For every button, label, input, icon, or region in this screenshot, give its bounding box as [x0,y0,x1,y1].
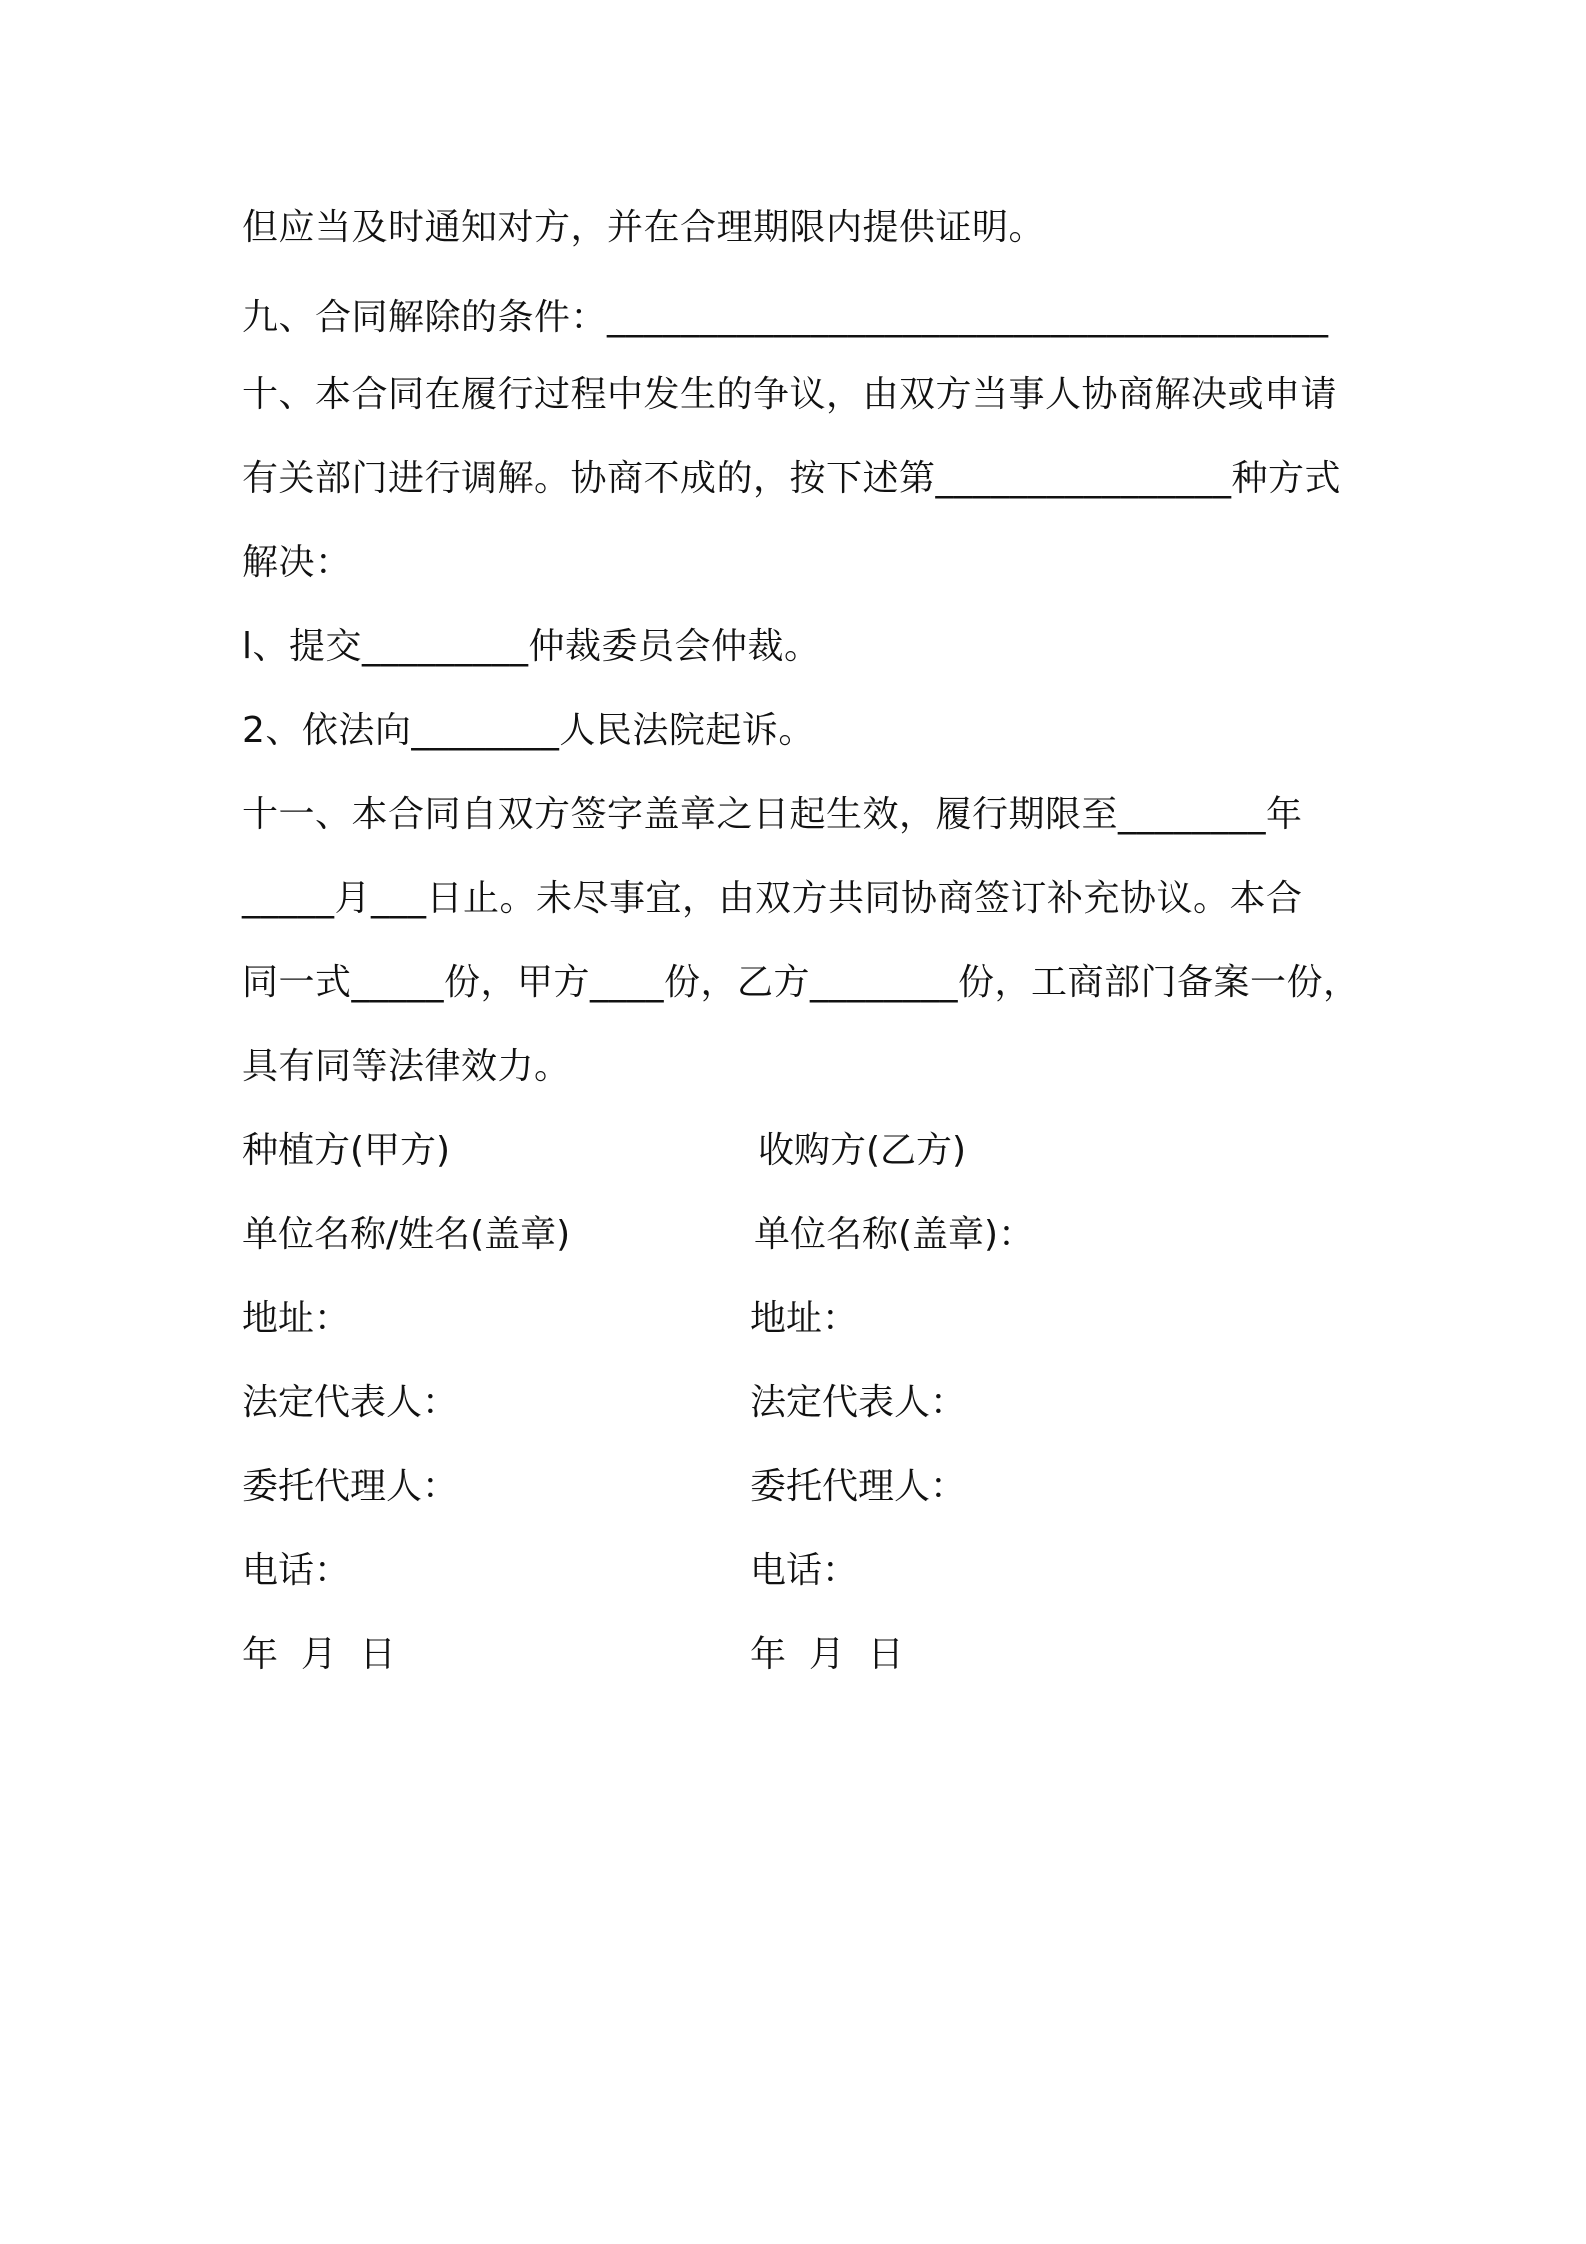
party-a-phone: 电话： [242,1550,351,1591]
party-a-address: 地址： [242,1298,351,1339]
party-b-name-seal: 单位名称(盖章)： [754,1214,1035,1255]
party-a-legal-representative: 法定代表人： [242,1382,459,1423]
party-a-date: 年 月 日 [242,1634,396,1675]
clause-11-line-1: 十一、本合同自双方签字盖章之日起生效，履行期限至________年 [242,794,1303,835]
party-a-name-seal: 单位名称/姓名(盖章) [242,1214,571,1255]
option-2-litigation: 2、依法向________人民法院起诉。 [242,710,815,751]
clause-9-termination-conditions: 九、合同解除的条件：_______________________________________ [242,297,1329,338]
clause-11-line-3: 同一式_____份，甲方____份，乙方________份，工商部门备案一份， [242,962,1360,1003]
clause-10-line-3: 解决： [242,542,352,583]
party-b-agent: 委托代理人： [750,1466,967,1507]
clause-10-line-2: 有关部门进行调解。协商不成的，按下述第________________种方式 [242,458,1342,499]
party-a-title: 种植方(甲方) [242,1130,451,1171]
party-b-phone: 电话： [750,1550,859,1591]
paragraph-line-1: 但应当及时通知对方，并在合理期限内提供证明。 [242,207,1046,248]
party-b-legal-representative: 法定代表人： [750,1382,967,1423]
option-1-arbitration: l、提交_________仲裁委员会仲裁。 [242,626,821,667]
clause-10-line-1: 十、本合同在履行过程中发生的争议，由双方当事人协商解决或申请 [242,374,1338,415]
party-b-title: 收购方(乙方) [758,1130,967,1171]
party-b-date: 年 月 日 [750,1634,904,1675]
clause-11-line-2: _____月___日止。未尽事宜，由双方共同协商签订补充协议。本合 [242,878,1303,919]
party-b-address: 地址： [750,1298,859,1339]
clause-11-line-4: 具有同等法律效力。 [242,1046,571,1087]
party-a-agent: 委托代理人： [242,1466,459,1507]
